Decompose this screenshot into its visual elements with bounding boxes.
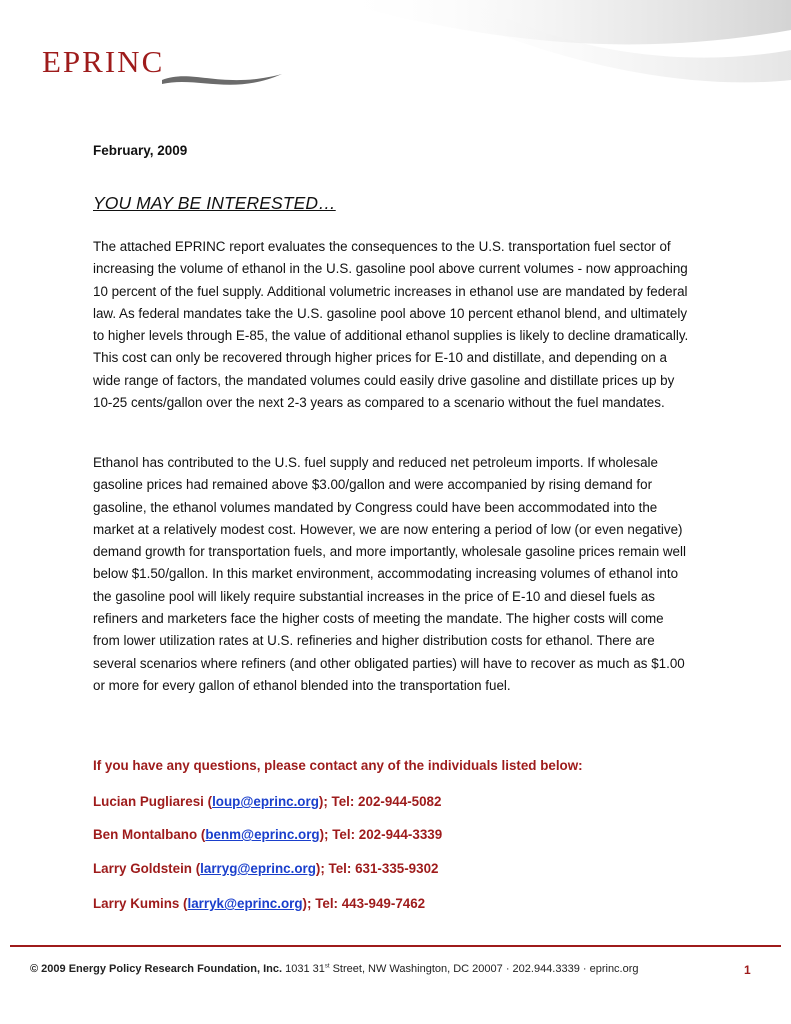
contact-tel: Tel: 202-944-5082 (331, 794, 442, 809)
footer-text (30, 963, 761, 975)
contact-line: Lucian Pugliaresi (loup@eprinc.org); Tel: 202-944-5082 (93, 794, 442, 809)
eprinc-logo (42, 46, 242, 90)
contact-tel: Tel: 631-335-9302 (328, 861, 439, 876)
contact-name: Larry Kumins (93, 896, 180, 911)
contact-email-link[interactable]: loup@eprinc.org (212, 794, 319, 809)
logo-wave-icon (162, 60, 282, 90)
contact-email-link[interactable]: larryg@eprinc.org (200, 861, 316, 876)
document-date: February, 2009 (93, 143, 188, 158)
contact-name: Ben Montalbano (93, 827, 198, 842)
footer-address-suffix: st (324, 963, 330, 970)
contact-email-link[interactable]: larryk@eprinc.org (187, 896, 303, 911)
body-paragraph-1: The attached EPRINC report evaluates the consequences to the U.S. transportation fuel sector of increasing the volume of ethanol in the U.S. gasoline pool above current volumes - now approaching 10 percent of the fuel supply. Additional volumetric increases in ethanol use are mandated by federal law. As federal mandates take the U.S. gasoline pool above 10 percent ethanol blend, and ultimately to higher levels through E-85, the value of additional ethanol supplies is likely to decline dramatically. This cost can only be recovered through higher prices for E-10 and distillate, and depending on a wide range of factors, the mandated volumes could easily drive gasoline and distillate prices up by 10-25 cents/gallon over the next 2-3 years as compared to a scenario without the fuel mandates. (93, 239, 689, 411)
contact-name: Larry Goldstein (93, 861, 192, 876)
contact-line: Ben Montalbano (benm@eprinc.org); Tel: 202-944-3339 (93, 827, 443, 842)
contact-email-link[interactable]: benm@eprinc.org (205, 827, 320, 842)
footer-org: © 2009 Energy Policy Research Foundation, Inc. (30, 963, 283, 975)
contact-line: Larry Kumins (larryk@eprinc.org); Tel: 443-949-7462 (93, 896, 426, 911)
contact-name: Lucian Pugliaresi (93, 794, 204, 809)
footer-divider (10, 945, 781, 947)
contact-tel: Tel: 202-944-3339 (332, 827, 443, 842)
footer-address-rest: Street, NW Washington, DC 20007 · 202.944.3339 · eprinc.org (332, 963, 639, 975)
contact-line: Larry Goldstein (larryg@eprinc.org); Tel: 631-335-9302 (93, 861, 439, 876)
logo-text: EPRINC (42, 44, 165, 79)
page-number: 1 (744, 963, 751, 977)
document-heading: YOU MAY BE INTERESTED… (93, 193, 336, 213)
contact-tel: Tel: 443-949-7462 (315, 896, 426, 911)
footer-address-number: 1031 31 (285, 963, 325, 975)
body-paragraph-2: Ethanol has contributed to the U.S. fuel supply and reduced net petroleum imports. If wholesale gasoline prices had remained above $3.00/gallon and were accompanied by rising demand for gasoline, the ethanol volumes mandated by Congress could have been accommodated into the market at a relatively modest cost. However, we are now entering a period of low (or even negative) demand growth for transportation fuels, and more importantly, wholesale gasoline prices remain well below $1.50/gallon. In this market environment, accommodating increasing volumes of ethanol into the gasoline pool will likely require substantial increases in the price of E-10 and diesel fuels as refiners and marketers face the higher costs of meeting the mandate. The higher costs will come from lower utilization rates at U.S. refineries and higher distribution costs for ethanol. There are several scenarios where refiners (and other obligated parties) will have to recover as much as $1.00 or more for every gallon of ethanol blended into the transportation fuel. (93, 455, 686, 693)
contact-intro: If you have any questions, please contact any of the individuals listed below: (93, 758, 583, 773)
